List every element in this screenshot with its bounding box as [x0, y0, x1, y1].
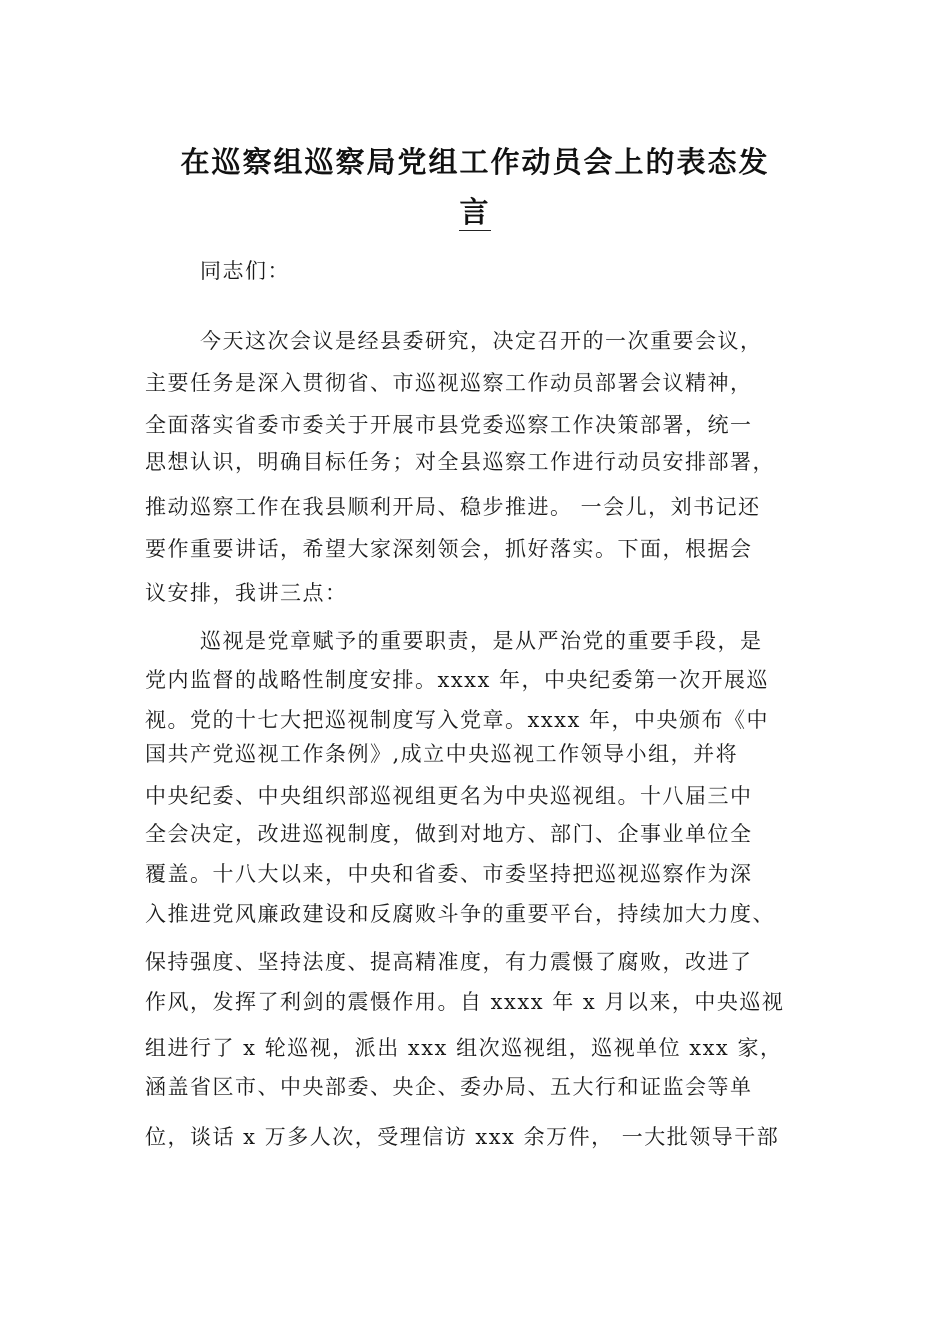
paragraph-line: 党内监督的战略性制度安排。xxxx 年，中央纪委第一次开展巡	[145, 668, 770, 692]
paragraph-line: 作风，发挥了利剑的震慑作用。自 xxxx 年 x 月以来，中央巡视	[145, 990, 785, 1014]
document-title-line-2: 言	[459, 195, 491, 229]
paragraph-line: 思想认识，明确目标任务；对全县巡察工作进行动员安排部署，	[145, 450, 775, 474]
paragraph-line: 全面落实省委市委关于开展市县党委巡察工作决策部署，统一	[145, 413, 753, 437]
paragraph-line: 要作重要讲话，希望大家深刻领会，抓好落实。下面，根据会	[145, 537, 753, 561]
paragraph-line: 涵盖省区市、中央部委、央企、委办局、五大行和证监会等单	[145, 1075, 753, 1099]
paragraph-line: 中央纪委、中央组织部巡视组更名为中央巡视组。十八届三中	[145, 784, 753, 808]
paragraph-line: 保持强度、坚持法度、提高精准度，有力震慑了腐败，改进了	[145, 950, 753, 974]
salutation: 同志们：	[200, 259, 290, 283]
paragraph-line: 视。党的十七大把巡视制度写入党章。xxxx 年，中央颁布《中	[145, 708, 770, 732]
paragraph-line: 位，谈话 x 万多人次，受理信访 xxx 余万件， 一大批领导干部	[145, 1125, 780, 1149]
document-title-line-2-wrap	[0, 195, 950, 231]
paragraph-line: 组进行了 x 轮巡视，派出 xxx 组次巡视组，巡视单位 xxx 家，	[145, 1036, 783, 1060]
paragraph-line: 议安排，我讲三点：	[145, 581, 348, 605]
paragraph-line: 覆盖。十八大以来，中央和省委、市委坚持把巡视巡察作为深	[145, 862, 753, 886]
paragraph-line: 主要任务是深入贯彻省、市巡视巡察工作动员部署会议精神，	[145, 371, 753, 395]
paragraph-line: 巡视是党章赋予的重要职责，是从严治党的重要手段，是	[200, 629, 763, 653]
document-title-line-1: 在巡察组巡察局党组工作动员会上的表态发	[180, 145, 770, 179]
paragraph-line: 今天这次会议是经县委研究，决定召开的一次重要会议，	[200, 329, 763, 353]
paragraph-line: 入推进党风廉政建设和反腐败斗争的重要平台，持续加大力度、	[145, 902, 775, 926]
paragraph-line: 国共产党巡视工作条例》,成立中央巡视工作领导小组，并将	[145, 742, 739, 766]
paragraph-line: 全会决定，改进巡视制度，做到对地方、部门、企事业单位全	[145, 822, 753, 846]
paragraph-line: 推动巡察工作在我县顺利开局、稳步推进。 一会儿，刘书记还	[145, 495, 761, 519]
